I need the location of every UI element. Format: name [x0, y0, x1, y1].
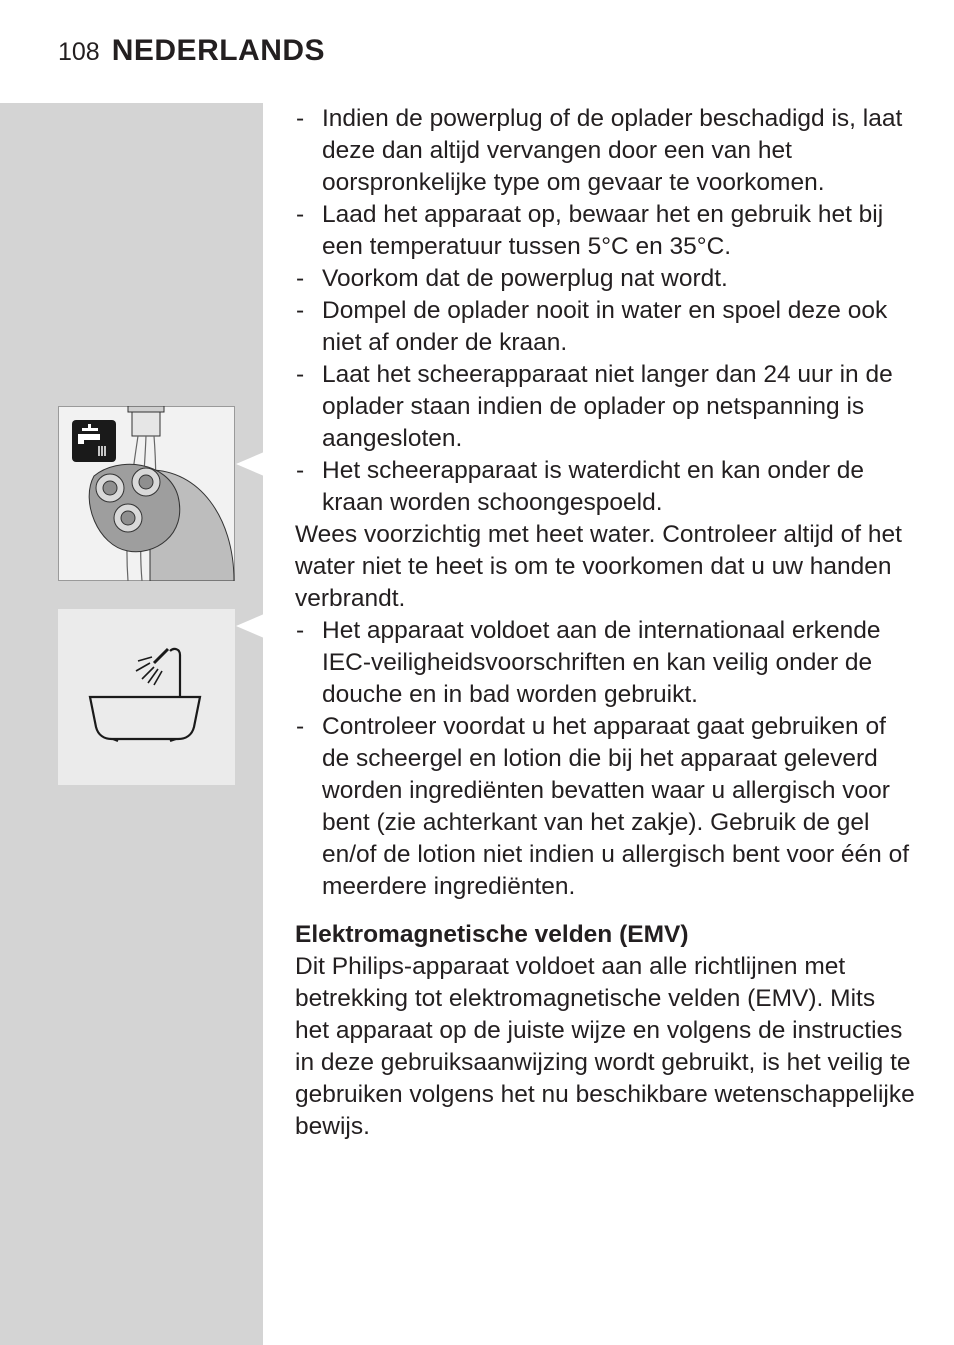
list-item: - Voorkom dat de powerplug nat wordt. — [295, 263, 915, 295]
figure-pointer — [236, 452, 264, 476]
list-item: - Dompel de oplader nooit in water en spoel deze ook niet af onder de kraan. — [295, 295, 915, 359]
list-item: - Controleer voordat u het apparaat gaat gebruiken of de scheergel en lotion die bij het apparaat geleverd worden ingrediënten bevatten waar u allergisch voor bent (zie achterkant van het zakje). Gebruik de gel en/of de lotion niet indien u allergisch bent voor één of meerdere ingrediënten. — [295, 711, 915, 903]
hot-water-warning: Wees voorzichtig met heet water. Controleer altijd of het water niet te heet is om te voorkomen dat u uw handen verbrandt. — [295, 521, 902, 612]
list-item: - Het apparaat voldoet aan de internationaal erkende IEC-veiligheidsvoorschriften en kan veilig onder de douche en in bad worden gebruikt. — [295, 615, 915, 711]
list-item: - Indien de powerplug of de oplader beschadigd is, laat deze dan altijd vervangen door een van het oorspronkelijke type om gevaar te voorkomen. — [295, 103, 915, 199]
safety-list-2 — [295, 615, 915, 903]
shower-bath-figure — [58, 609, 235, 785]
emv-paragraph: Dit Philips-apparaat voldoet aan alle richtlijnen met betrekking tot elektromagnetische velden (EMV). Mits het apparaat op de juiste wijze en volgens de instructies in deze gebruiksaanwijzing wordt gebruikt, is het veilig te gebruiken volgens het nu beschikbare wetenschappelijke bewijs. — [295, 953, 915, 1140]
list-item: - Laat het scheerapparaat niet langer dan 24 uur in de oplader staan indien de oplader op netspanning is aangesloten. — [295, 359, 915, 455]
figure-pointer — [236, 614, 264, 638]
shaver-rinse-figure — [58, 406, 235, 581]
tap-water-icon — [72, 420, 116, 462]
list-item: - Het scheerapparaat is waterdicht en kan onder de kraan worden schoongespoeld. — [295, 455, 915, 519]
shower-bath-icon — [90, 649, 200, 741]
main-content — [295, 103, 915, 1143]
safety-list-1 — [295, 103, 915, 519]
emv-heading: Elektromagnetische velden (EMV) — [295, 921, 689, 948]
page-header — [58, 34, 325, 74]
section-title: NEDERLANDS — [111, 34, 326, 67]
page-number: 108 — [58, 38, 100, 66]
list-item: - Laad het apparaat op, bewaar het en gebruik het bij een temperatuur tussen 5°C en 35°C. — [295, 199, 915, 263]
